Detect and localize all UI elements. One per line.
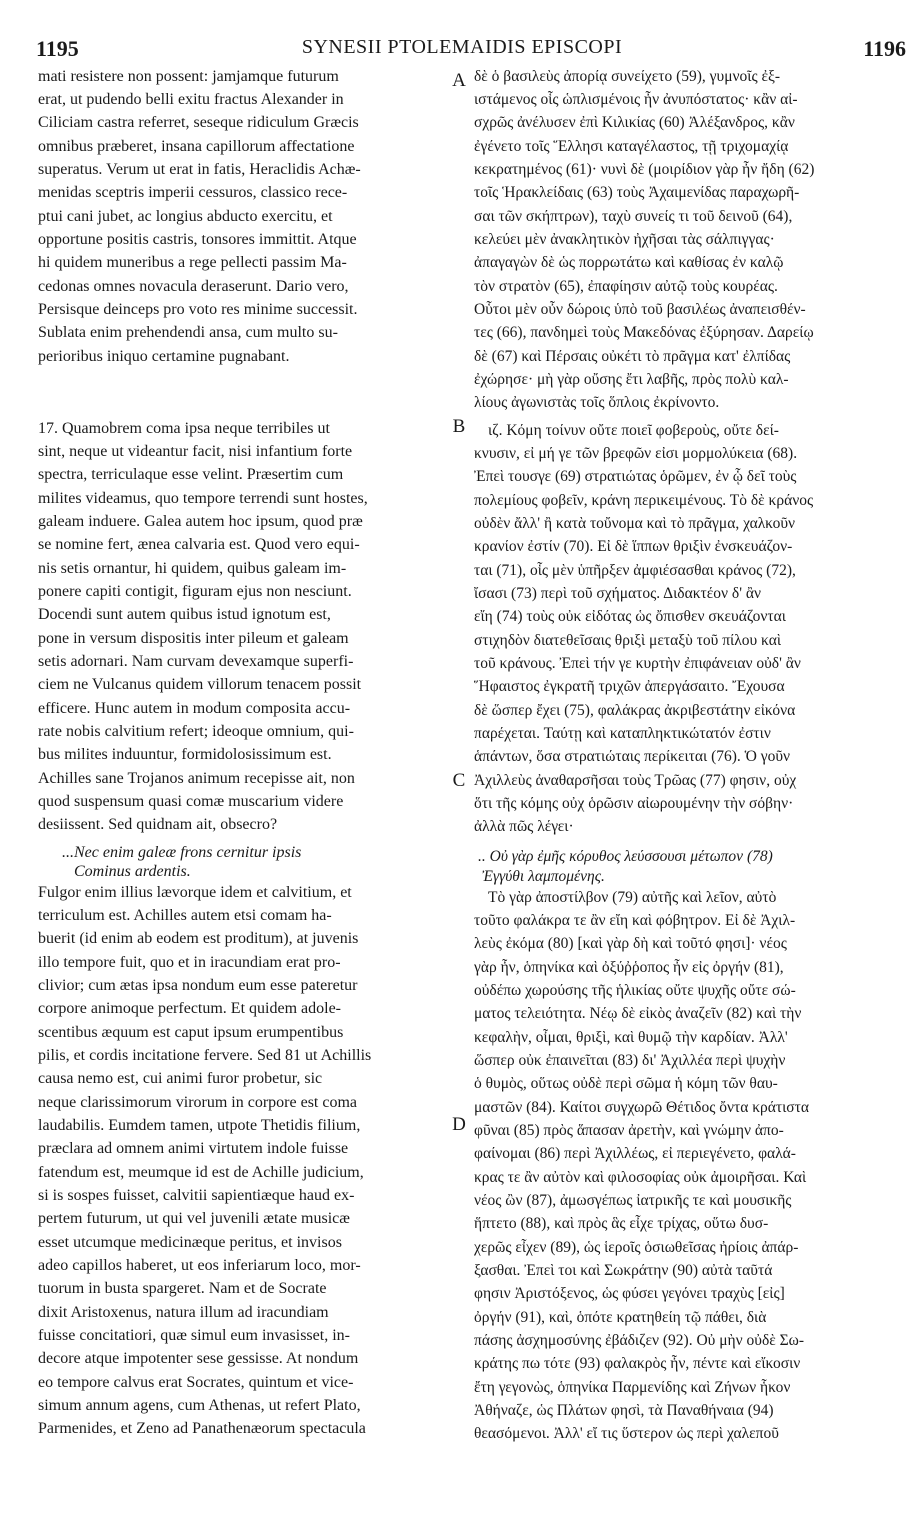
greek-text-line: μαστῶν (84). Καίτοι συγχωρῶ Θέτιδος ὄντα κράτιστα — [474, 1099, 809, 1116]
greek-text-line: ὅτι τῆς κόμης οὐχ ὁρῶσιν αἰωρουμένην τὴν σόβην· — [474, 795, 794, 812]
latin-text-line: desiissent. Sed quidnam ait, obsecro? — [38, 816, 278, 833]
latin-text-line: opportune positis castris, tonsores immittit. Atque — [38, 231, 357, 248]
greek-text-line: δὲ (67) καὶ Πέρσαις οὐκέτι τὸ πρᾶγμα κατ' ἐλπίδας — [474, 348, 791, 365]
latin-text-line: scentibus æquum est caput ipsum erumpentibus — [38, 1024, 344, 1041]
latin-text-line: pertem futurum, ut qui vel juvenili ætate musicæ — [38, 1210, 350, 1227]
latin-text-line: Persisque deinceps pro voto res minime successit. — [38, 301, 358, 318]
latin-text-line: se nomine fert, ænea calvaria est. Quod vero equi- — [38, 536, 360, 553]
greek-text-line: δὲ ὥσπερ ἔχει (75), φαλάκρας ἀκριβεστάτην εἰκόνα — [474, 702, 796, 719]
margin-letter-b: B — [452, 416, 466, 437]
greek-text-line: Ἥφαιστος ἐγκρατῆ τριχῶν ἀπεργάσαιτο. Ἔχουσα — [474, 678, 785, 695]
latin-text-line: 17. Quamobrem coma ipsa neque terribiles ut — [38, 420, 330, 437]
greek-text-line: νέος ὢν (87), ἀμωσγέπως ἰατρικῆς τε καὶ μουσικῆς — [474, 1192, 792, 1209]
latin-text-line: esset utcumque medicinæque peritus, et invisos — [38, 1234, 342, 1251]
latin-text-line: ptui cani jubet, ac longius abducto exercitu, et — [38, 208, 333, 225]
latin-text-line: dixit Aristoxenus, natura illum ad iracundiam — [38, 1304, 329, 1321]
latin-text-line: cedonas omnes novacula deraserunt. Dario vero, — [38, 278, 349, 295]
greek-text-line: σαι τῶν σκήπτρων), ταχὺ συνείς τι τοῦ δεινοῦ (64), — [474, 208, 793, 225]
latin-text-line: ciem ne Vulcanus quidem villorum tenacem possit — [38, 676, 362, 693]
latin-text-line: laudabilis. Eumdem tamen, utpote Thetidis filium, — [38, 1117, 361, 1134]
latin-text-line: Cominus ardentis. — [74, 863, 191, 880]
greek-text-line: ιστάμενος οἷς ὡπλισμένοις ἦν ἀνυπόστατος· κἂν αἰ- — [474, 91, 798, 108]
latin-text-line: fatendum est, meumque id est de Achille judicium, — [38, 1164, 364, 1181]
latin-text-line: Ciliciam castra referret, seseque ridiculum Græcis — [38, 114, 359, 131]
greek-text-line: σχρῶς ἀνέλυσεν ἐπὶ Κιλικίας (60) Ἀλέξανδρος, κἂν — [474, 114, 795, 131]
greek-text-line: ἁπάντων, ὅσα στρατιώταις περίκειται (76). Ὁ γοῦν — [474, 748, 791, 765]
greek-text-line: κνυσιν, εἰ μή γε τῶν βρεφῶν εἰσι μορμολύκεια (68). — [474, 445, 798, 462]
margin-letter-a: A — [452, 70, 466, 91]
greek-text-line: Τὸ γὰρ ἀποστίλβον (79) αὐτῆς καὶ λεῖον, αὐτὸ — [488, 889, 777, 906]
latin-text-line: pilis, et cordis incitatione fervere. Sed 81 ut Achillis — [38, 1047, 372, 1064]
greek-text-line: πολεμίους φοβεῖν, κράνη περικειμένους. Τὸ δὲ κράνος — [474, 492, 814, 509]
latin-text-line: erat, ut pudendo belli exitu fractus Alexander in — [38, 91, 344, 108]
greek-text-line: φησιν Ἀριστόξενος, ὡς φύσει γεγόνει τραχὺς [εἰς] — [474, 1285, 785, 1302]
latin-text-line: terriculum est. Achilles autem etsi comam ha- — [38, 907, 332, 924]
greek-text-line: οὐδὲν ἄλλ' ἢ κατὰ τοὔνομα καὶ τὸ πρᾶγμα, χαλκοῦν — [474, 515, 796, 532]
greek-text-line: πάσης ἀσχημοσύνης ἐβάδιζεν (92). Οὐ μὴν οὐδὲ Σω- — [474, 1332, 805, 1349]
latin-text-line: galeam induere. Galea autem hoc ipsum, quod præ — [38, 513, 363, 530]
greek-text-line: τοῖς Ἡρακλείδαις (63) τοὺς Ἀχαιμενίδας παραχωρῆ- — [474, 184, 800, 201]
latin-text-line: menidas sceptris imperii cessuros, classico rece- — [38, 184, 348, 201]
latin-text-line: rate nobis calvitium refert; ideoque omnium, qui- — [38, 723, 354, 740]
greek-text-line: κρανίον ἐστίν (70). Εἰ δὲ ἵππων θριξὶν ἐνσκευάζον- — [474, 538, 793, 555]
greek-text-line: Ἀθήναζε, ὡς Πλάτων φησὶ, τὰ Παναθήναια (94) — [474, 1402, 774, 1419]
greek-text-line: ματος τελειότητα. Νέῳ δὲ εἰκὸς ἀναζεῖν (82) καὶ τὴν — [474, 1005, 802, 1022]
greek-text-line: κεκρατημένος (61)· νυνὶ δὲ (μοιρίδιον γὰρ ἦν ἤδη (62) — [474, 161, 815, 178]
greek-text-line: τοῦ κράνους. Ἐπεὶ τήν γε κυρτὴν ἐπιφάνειαν οὐδ' ἂν — [474, 655, 801, 672]
latin-text-line — [38, 392, 450, 415]
latin-text-line: corpore animoque perfectum. Et quidem adole- — [38, 1000, 341, 1017]
greek-text-line: ται (71), οἷς μὲν ὑπῆρξεν ἀμφιέσασθαι κράνος (72), — [474, 562, 796, 579]
greek-text-line: κρας τε ἂν αὐτὸν καὶ φιλοσοφίας οὐκ ἀμοιρῆσαι. Καὶ — [474, 1169, 807, 1186]
greek-text-line: ἴσασι (73) περὶ τοῦ σχήματος. Διδακτέον δ' ἂν — [474, 585, 762, 602]
greek-text-line: κράτης πω τότε (93) φαλακρὸς ἦν, πέντε καὶ εἴκοσιν — [474, 1355, 801, 1372]
latin-text-line: hi quidem muneribus a rege pellecti passim Ma- — [38, 254, 347, 271]
greek-text-line: χερῶς εἶχεν (89), ὡς ἱεροῖς ὁσιωθεῖσας ἠρίοις ἀπάρ- — [474, 1239, 799, 1256]
latin-text-line: eo tempore calvus erat Socrates, quintum et vice- — [38, 1374, 354, 1391]
greek-text-line: ἔτη γεγονὼς, ὁπηνίκα Παρμενίδης καὶ Ζήνων ἧκον — [474, 1379, 791, 1396]
greek-text-line: ιζ. Κόμη τοίνυν οὔτε ποιεῖ φοβεροὺς, οὔτε δεί- — [488, 422, 779, 439]
latin-text-line: Achilles sane Trojanos animum recepisse ait, non — [38, 770, 355, 787]
latin-text-line: perioribus iniquo certamine pugnabant. — [38, 348, 290, 365]
greek-text-line: ἀπαγαγὼν δὲ ὡς πορρωτάτω καὶ καθίσας ἐν καλῷ — [474, 254, 784, 271]
latin-text-line: ponere capiti contigit, figuram ejus non nesciunt. — [38, 583, 352, 600]
latin-text-line: decore atque impotenter sese gessisse. At nondum — [38, 1350, 359, 1367]
latin-text-line: ...Nec enim galeæ frons cernitur ipsis — [62, 844, 302, 861]
latin-text-line: causa nemo est, cui animi furor probetur, sic — [38, 1070, 323, 1087]
latin-text-line: superatus. Verum ut erat in fatis, Heraclidis Achæ- — [38, 161, 361, 178]
greek-text-line: κελεύει μὲν ἀνακλητικὸν ἠχῆσαι τὰς σάλπιγγας· — [474, 231, 775, 248]
greek-text-line: τες (66), πανδημεὶ τοὺς Μακεδόνας ἐξύρησαν. Δαρείῳ — [474, 324, 814, 341]
latin-text-line: nis setis ornantur, hi quidem, quibus galeam im- — [38, 560, 347, 577]
greek-text-line: ξασθαι. Ἐπεὶ τοι καὶ Σωκράτην (90) αὐτὰ ταῦτά — [474, 1262, 773, 1279]
latin-text-line: Sublata enim prehendendi ansa, cum multo su- — [38, 324, 338, 341]
latin-text-line: omnibus præberet, insana capillorum affectatione — [38, 138, 355, 155]
latin-text-line: bus milites induuntur, formidolosissimum est. — [38, 746, 332, 763]
latin-text-line: efficere. Hunc autem in modum composita accu- — [38, 700, 351, 717]
greek-text-line: ὥσπερ οὐκ ἐπαινεῖται (83) δι' Ἀχιλλέα περὶ ψυχὴν — [474, 1052, 786, 1069]
latin-text-line: buerit (id enim ab eodem est proditum), at juvenis — [38, 930, 359, 947]
greek-text-line: φαίνομαι (86) περὶ Ἀχιλλέως, εἰ περιεγένετο, φαλά- — [474, 1145, 796, 1162]
greek-text-line: Ἐγγύθι λαμπομένης. — [482, 868, 605, 885]
latin-text-line: spectra, terriculaque esse velint. Præsertim cum — [38, 466, 344, 483]
page-number-left: 1195 — [36, 36, 79, 61]
greek-text-line: ὁ θυμὸς, οὕτως οὐδὲ περὶ σῶμα ἡ κόμη τῶν θαυ- — [474, 1075, 778, 1092]
greek-text-line: δὲ ὁ βασιλεὺς ἀπορίᾳ συνείχετο (59), γυμνοῖς ἐξ- — [474, 68, 781, 85]
greek-text-line: θεασόμενοι. Ἀλλ' εἴ τις ὕστερον ὡς περὶ χαλεποῦ — [474, 1425, 779, 1442]
latin-text-line: sint, neque ut videantur facit, nisi infantium forte — [38, 443, 353, 460]
greek-text-line: οὐδέπω χωρούσης τῆς ἡλικίας οὔτε ψυχῆς οὔτε σώ- — [474, 982, 796, 999]
greek-text-line: ὀργήν (91), καὶ, ὁπότε κρατηθείη τῷ πάθει, διὰ — [474, 1309, 767, 1326]
greek-text-line: γὰρ ἦν, ὁπηνίκα καὶ ὀξύῤῥοπος ἦν εἰς ὀργήν (81), — [474, 959, 784, 976]
greek-text-line: .. Οὐ γὰρ ἐμῆς κόρυθος λεύσσουσι μέτωπον (78) — [478, 848, 773, 865]
margin-letter-d: D — [452, 1114, 466, 1135]
greek-text-line: στιχηδὸν διατεθεῖσαις θριξὶ μεταξὺ τοῦ πίλου καὶ — [474, 632, 781, 649]
greek-text-line: φῦναι (85) πρὸς ἅπασαν ἀρετὴν, καὶ γνώμην ἀπο- — [474, 1122, 784, 1139]
latin-text-line: quod suspensum quasi comæ muscarium videre — [38, 793, 344, 810]
latin-text-line: Parmenides, et Zeno ad Panathenæorum spectacula — [38, 1420, 366, 1437]
running-title: SYNESII PTOLEMAIDIS EPISCOPI — [301, 36, 623, 58]
greek-text-line: ἥπτετο (88), καὶ πρὸς ἃς εἶχε τρίχας, οὕτω δυσ- — [474, 1215, 769, 1232]
latin-text-line: Fulgor enim illius lævorque idem et calvitium, et — [38, 884, 352, 901]
latin-text-line: Docendi sunt autem quibus istud ignotum est, — [38, 606, 331, 623]
greek-text-line: τὸν στρατὸν (65), ἐπαφίησιν αὐτῷ τοὺς κουρέας. — [474, 278, 778, 295]
latin-text-line: setis adornari. Nam curvam devexamque superfi- — [38, 653, 354, 670]
greek-text-line: Ἀχιλλεὺς ἀναθαρσῆσαι τοὺς Τρῶας (77) φησιν, οὐχ — [474, 772, 797, 789]
latin-text-line: præclara ad omnem animi virtutem indole fuisse — [38, 1140, 349, 1157]
greek-text-line: λίους ἀγωνιστὰς τοῖς ὅπλοις ἐκρίνοντο. — [474, 394, 720, 411]
latin-text-line: milites videamus, quo tempore terrendi sunt hostes, — [38, 490, 368, 507]
page-header — [0, 36, 924, 66]
latin-text-line: adeo capillos haberet, ut eos inferiarum loco, mor- — [38, 1257, 361, 1274]
latin-text-line: simum annum agens, cum Athenas, ut refert Plato, — [38, 1397, 361, 1414]
greek-text-line: παρέχεται. Ταύτῃ καὶ καταπληκτικώτατόν ἐστιν — [474, 725, 771, 742]
latin-text-line: fuisse concitatiori, quæ simul eum invasisset, in- — [38, 1327, 350, 1344]
margin-letter-c: C — [452, 770, 466, 791]
greek-text-line: ἐγένετο τοῖς Ἕλλησι καταγέλαστος, τῇ τριχομαχίᾳ — [474, 138, 789, 155]
latin-text-line: clivior; cum ætas ipsa nondum eum esse pateretur — [38, 977, 358, 994]
greek-text-line: Οὗτοι μὲν οὖν δώροις ὑπὸ τοῦ βασιλέως ἀναπεισθέν- — [474, 301, 806, 318]
latin-text-line: illo tempore fuit, quo et in iracundiam erat pro- — [38, 954, 341, 971]
greek-text-line: Ἐπεὶ τουσγε (69) στρατιώτας ὁρῶμεν, ἐν ᾧ δεῖ τοὺς — [474, 468, 797, 485]
greek-text-line: ἐχώρησε· μὴ γὰρ οὔσης ἔτι λαβῆς, πρὸς πολὺ καλ- — [474, 371, 789, 388]
greek-text-line: ἀλλὰ πῶς λέγει· — [474, 818, 574, 835]
greek-text-line: λεὺς ἐκόμα (80) [καὶ γὰρ δὴ καὶ τοῦτό φησι]· νέος — [474, 935, 787, 952]
latin-text-line — [38, 369, 450, 392]
greek-text-line: τοῦτο φαλάκρα τε ἂν εἴη καὶ φόβητρον. Εἰ δὲ Ἀχιλ- — [474, 912, 796, 929]
greek-text-line: κεφαλὴν, οἶμαι, θριξὶ, καὶ θυμῷ τὴν καρδίαν. Ἀλλ' — [474, 1029, 788, 1046]
latin-text-line: mati resistere non possent: jamjamque futurum — [38, 68, 339, 85]
page-number-right: 1196 — [863, 36, 906, 61]
latin-text-line: pone in versum dispositis inter pileum et galeam — [38, 630, 349, 647]
latin-text-line: neque clarissimorum virorum in corpore est coma — [38, 1094, 358, 1111]
greek-text-line: εἴη (74) τοὺς οὐκ εἰδότας ὡς ὄπισθεν σκευάζονται — [474, 608, 786, 625]
latin-text-line: tuorum in busta spargeret. Nam et de Socrate — [38, 1280, 327, 1297]
latin-text-line: si is sospes fuisset, calvitii sapientiæque haud ex- — [38, 1187, 355, 1204]
